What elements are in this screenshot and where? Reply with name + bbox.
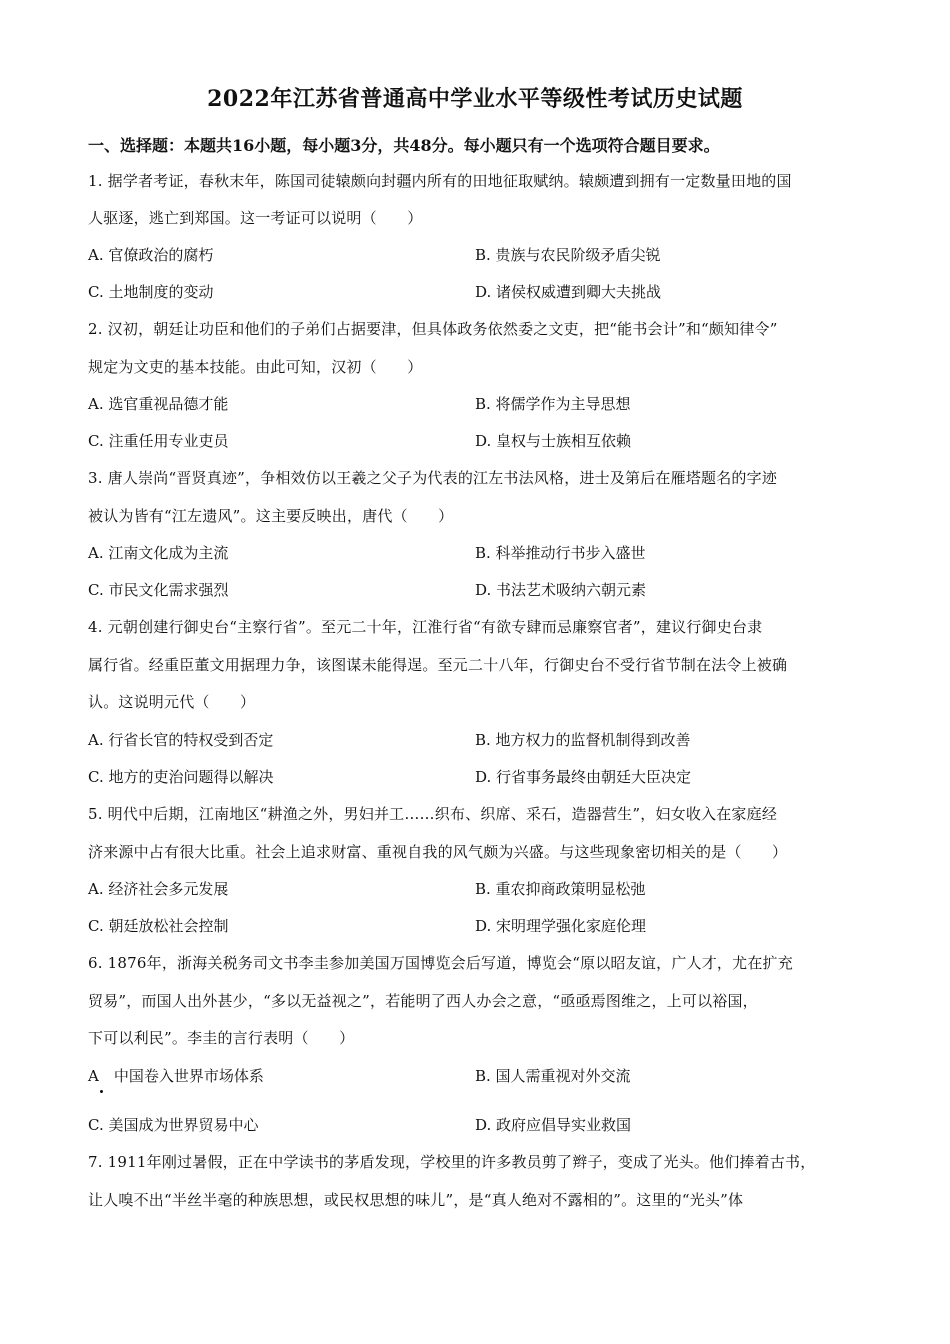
question-5-line-2: 济来源中占有很大比重。社会上追求财富、重视自我的风气颇为兴盛。与这些现象密切相关的是（ ） [88,843,788,861]
question-1-line-2: 人驱逐，逃亡到郑国。这一考证可以说明（ ） [88,209,423,227]
question-6-line-3: 下可以利民”。李圭的言行表明（ ） [88,1029,355,1047]
question-5-option-b: B. 重农抑商政策明显松弛 [475,880,646,898]
question-3-option-b: B. 科举推动行书步入盛世 [475,544,646,562]
question-5-option-a: A. 经济社会多元发展 [88,880,229,898]
question-6-option-a: A 中国卷入世界市场体系 [88,1067,264,1085]
question-1-line-1: 1. 据学者考证，春秋末年，陈国司徒辕颇向封疆内所有的田地征取赋纳。辕颇遭到拥有一定数量田地的国 [88,172,792,190]
question-2-line-2: 规定为文吏的基本技能。由此可知，汉初（ ） [88,358,423,376]
question-4-option-d: D. 行省事务最终由朝廷大臣决定 [475,768,692,786]
question-1-option-b: B. 贵族与农民阶级矛盾尖锐 [475,246,661,264]
question-6-option-d: D. 政府应倡导实业救国 [475,1116,632,1134]
question-3-option-a: A. 江南文化成为主流 [88,544,229,562]
option-dot-mark [100,1090,103,1093]
question-2-option-a: A. 选官重视品德才能 [88,395,229,413]
question-4-option-a: A. 行省长官的特权受到否定 [88,731,274,749]
section-header: 一、选择题：本题共16小题，每小题3分，共48分。每小题只有一个选项符合题目要求。 [88,136,720,155]
question-7-line-2: 让人嗅不出“半丝半毫的种族思想，或民权思想的味儿”，是“真人绝对不露相的”。这里的“光头”体 [88,1191,744,1209]
question-3-line-1: 3. 唐人崇尚“晋贤真迹”，争相效仿以王羲之父子为代表的江左书法风格，进士及第后在雁塔题名的字迹 [88,469,778,487]
question-6-line-2: 贸易”，而国人出外甚少，“多以无益视之”，若能明了西人办会之意，“亟亟焉图维之，上可以裕国， [88,992,758,1010]
question-4-line-2: 属行省。经重臣董文用据理力争，该图谋未能得逞。至元二十八年，行御史台不受行省节制在法令上被确 [88,656,788,674]
question-3-line-2: 被认为皆有“江左遗风”。这主要反映出，唐代（ ） [88,507,454,525]
question-4-option-c: C. 地方的吏治问题得以解决 [88,768,274,786]
question-1-option-d: D. 诸侯权威遭到卿大夫挑战 [475,283,662,301]
question-5-option-d: D. 宋明理学强化家庭伦理 [475,917,647,935]
question-6-option-b: B. 国人需重视对外交流 [475,1067,631,1085]
question-2-option-b: B. 将儒学作为主导思想 [475,395,631,413]
question-6-option-c: C. 美国成为世界贸易中心 [88,1116,259,1134]
question-2-line-1: 2. 汉初，朝廷让功臣和他们的子弟们占据要津，但具体政务依然委之文吏，把“能书会计”和“颇知律令” [88,320,778,338]
question-4-line-3: 认。这说明元代（ ） [88,693,256,711]
question-7-line-1: 7. 1911年刚过暑假，正在中学读书的茅盾发现，学校里的许多教员剪了辫子，变成了光头。他们捧着古书， [88,1153,816,1171]
question-2-option-c: C. 注重任用专业吏员 [88,432,229,450]
question-1-option-c: C. 土地制度的变动 [88,283,214,301]
question-1-option-a: A. 官僚政治的腐朽 [88,246,214,264]
question-3-option-c: C. 市民文化需求强烈 [88,581,229,599]
question-4-line-1: 4. 元朝创建行御史台“主察行省”。至元二十年，江淮行省“有欲专肆而忌廉察官者”，建议行御史台隶 [88,618,763,636]
question-6-line-1: 6. 1876年，浙海关税务司文书李圭参加美国万国博览会后写道，博览会“原以昭友谊，广人才，尤在扩充 [88,954,793,972]
question-4-option-b: B. 地方权力的监督机制得到改善 [475,731,691,749]
question-5-line-1: 5. 明代中后期，江南地区“耕渔之外，男妇并工……织布、织席、采石，造器营生”，妇女收入在家庭经 [88,805,778,823]
page-title: 2022年江苏省普通高中学业水平等级性考试历史试题 [207,86,743,112]
question-2-option-d: D. 皇权与士族相互依赖 [475,432,632,450]
question-5-option-c: C. 朝廷放松社会控制 [88,917,229,935]
question-3-option-d: D. 书法艺术吸纳六朝元素 [475,581,647,599]
